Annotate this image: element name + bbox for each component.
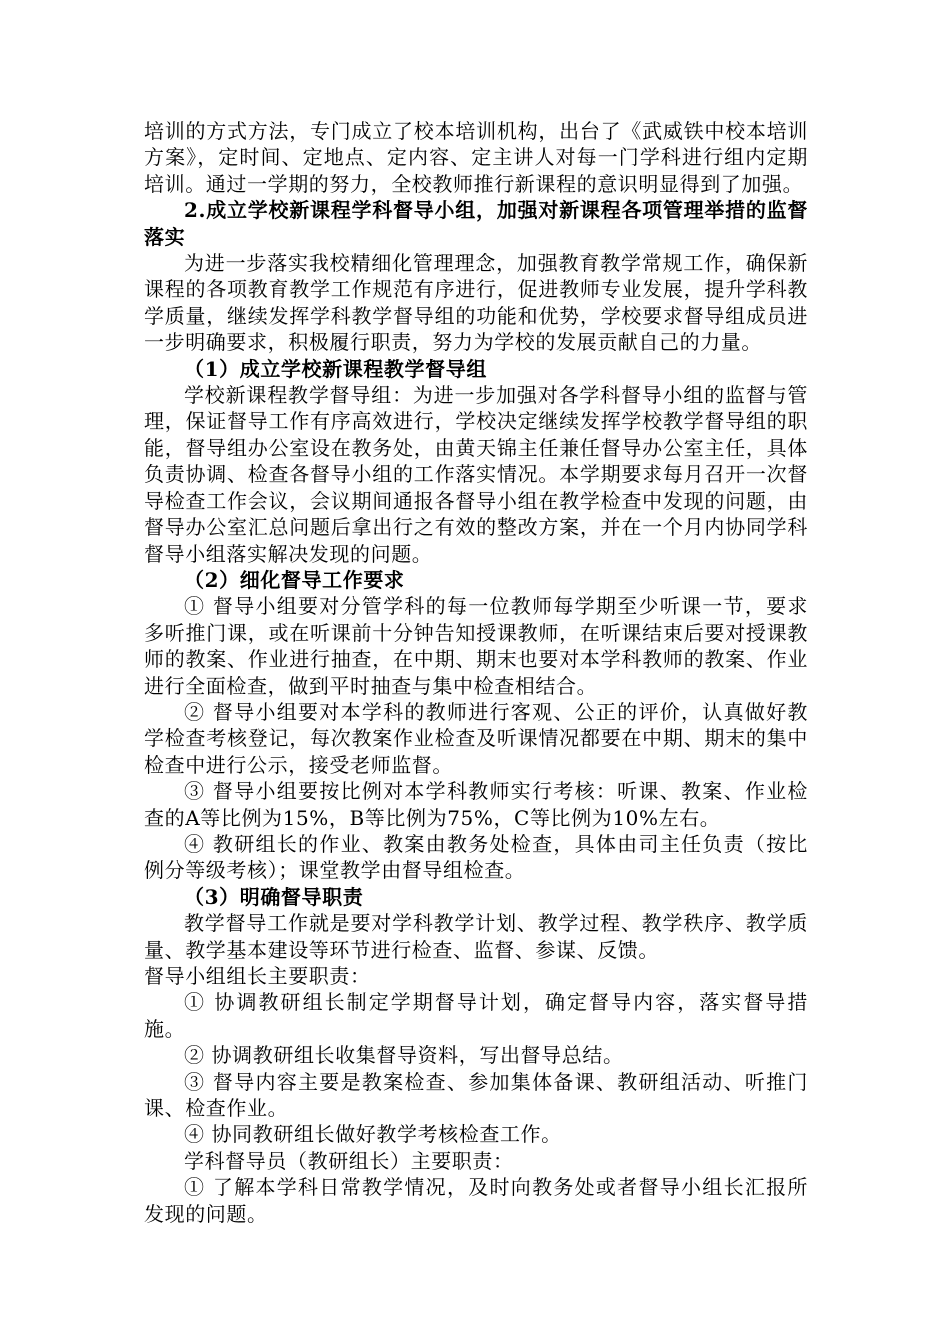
paragraph-supervision-intro: 为进一步落实我校精细化管理理念，加强教育教学常规工作，确保新课程的各项教育教学工作规范有序进行，促进教师专业发展，提升学科教学质量，继续发挥学科教学督导组的功能和优势，学校要求督导组成员进一步明确要求，积极履行职责，努力为学校的发展贡献自己的力量。 — [144, 251, 808, 355]
paragraph-group-details: 学校新课程教学督导组：为进一步加强对各学科督导小组的监督与管理，保证督导工作有序高效进行，学校决定继续发挥学校教学督导组的职能，督导组办公室设在教务处，由黄天锦主任兼任督导办公室主任，具体负责协调、检查各督导小组的工作落实情况。本学期要求每月召开一次督导检查工作会议，会议期间通报各督导小组在教学检查中发现的问题，由督导办公室汇总问题后拿出行之有效的整改方案，并在一个月内协同学科督导小组落实解决发现的问题。 — [144, 383, 808, 566]
leader-duty-4: ④ 协同教研组长做好教学考核检查工作。 — [184, 1122, 562, 1147]
leader-duties-title: 督导小组组长主要职责： — [144, 964, 371, 988]
document-page — [144, 118, 808, 1227]
subheading-refine-requirements: （2）细化督导工作要求 — [184, 567, 405, 592]
member-duties-title: 学科督导员（教研组长）主要职责： — [184, 1148, 514, 1173]
leader-duty-3: ③ 督导内容主要是教案检查、参加集体备课、教研组活动、听推门课、检查作业。 — [144, 1069, 808, 1121]
requirement-item-2: ② 督导小组要对本学科的教师进行客观、公正的评价，认真做好教学检查考核登记，每次教案作业检查及听课情况都要在中期、期末的集中检查中进行公示，接受老师监督。 — [144, 699, 808, 777]
requirement-item-4: ④ 教研组长的作业、教案由教务处检查，具体由司主任负责（按比例分等级考核）；课堂教学由督导组检查。 — [144, 831, 808, 883]
member-duty-1: ① 了解本学科日常教学情况，及时向教务处或者督导小组长汇报所发现的问题。 — [144, 1175, 808, 1226]
paragraph-training: 培训的方式方法，专门成立了校本培训机构，出台了《武威铁中校本培训方案》，定时间、定地点、定内容、定主讲人对每一门学科进行组内定期培训。通过一学期的努力，全校教师推行新课程的意识明显得到了加强。 — [144, 119, 808, 196]
paragraph-duties-intro: 教学督导工作就是要对学科教学计划、教学过程、教学秩序、教学质量、教学基本建设等环节进行检查、监督、参谋、反馈。 — [144, 911, 808, 962]
subheading-establish-group: （1）成立学校新课程教学督导组 — [184, 356, 487, 381]
subheading-duties: （3）明确督导职责 — [184, 884, 364, 909]
leader-duty-1: ① 协调教研组长制定学期督导计划，确定督导内容，落实督导措施。 — [144, 990, 808, 1041]
requirement-item-3: ③ 督导小组要按比例对本学科教师实行考核：听课、教案、作业检查的A等比例为15%，B等比例为75%，C等比例为10%左右。 — [144, 779, 808, 830]
leader-duty-2: ② 协调教研组长收集督导资料，写出督导总结。 — [184, 1043, 624, 1068]
heading-supervision-group: 2.成立学校新课程学科督导小组，加强对新课程各项管理举措的监督落实 — [144, 198, 808, 249]
requirement-item-1: ① 督导小组要对分管学科的每一位教师每学期至少听课一节，要求多听推门课，或在听课前十分钟告知授课教师，在听课结束后要对授课教师的教案、作业进行抽查，在中期、期末也要对本学科教师的教案、作业进行全面检查，做到平时抽查与集中检查相结合。 — [144, 594, 808, 698]
